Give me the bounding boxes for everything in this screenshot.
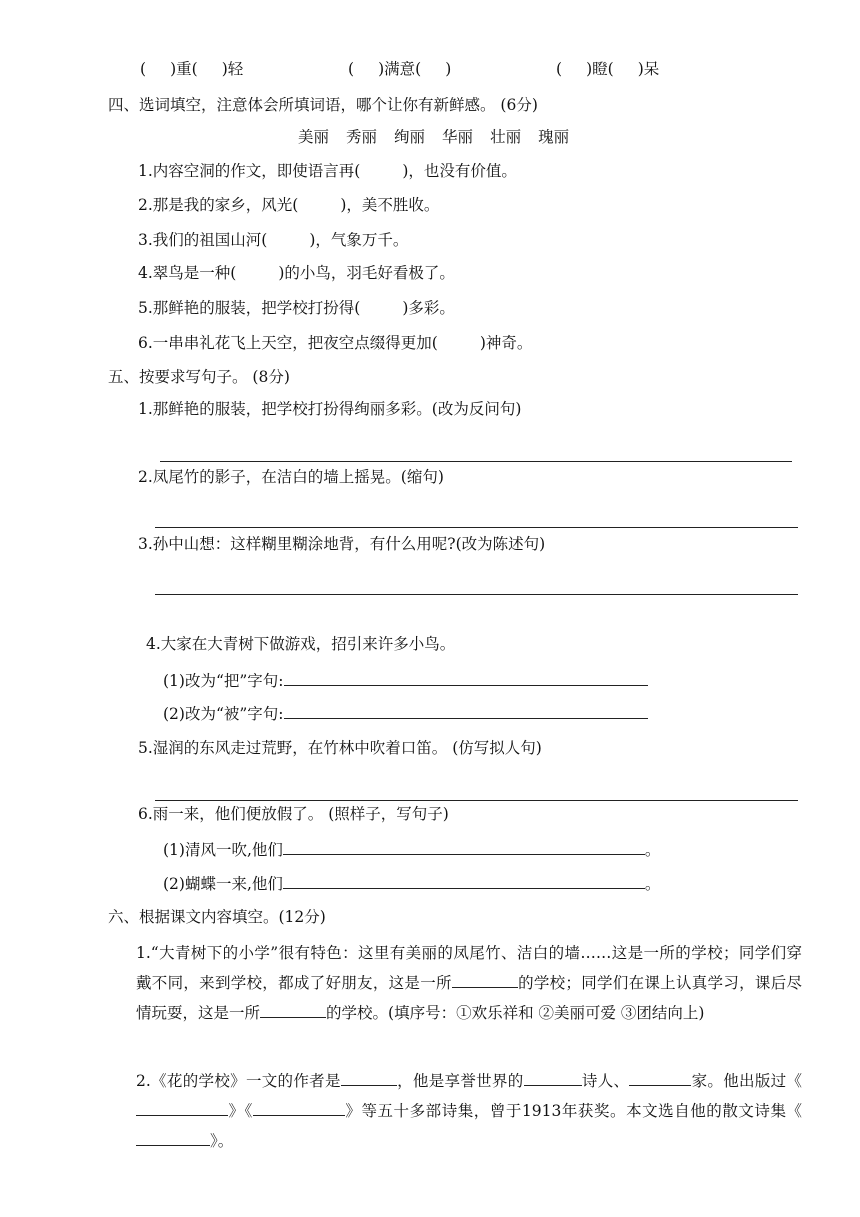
s4-question-5: 5.那鲜艳的服装，把学校打扮得( )多彩。 <box>138 299 455 317</box>
s5-question-4b: (2)改为“被”字句: <box>163 703 648 725</box>
word-bank-item: 瑰丽 <box>538 128 570 146</box>
answer-blank[interactable] <box>284 703 648 719</box>
answer-blank[interactable] <box>283 873 645 889</box>
word-bank-item: 绚丽 <box>394 128 426 146</box>
answer-blank[interactable] <box>524 1070 582 1086</box>
answer-blank[interactable] <box>283 839 645 855</box>
answer-blank[interactable] <box>629 1070 691 1086</box>
answer-blank[interactable] <box>341 1070 397 1086</box>
section5-heading: 五、按要求写句子。 (8分) <box>108 368 290 386</box>
s4-question-4: 4.翠鸟是一种( )的小鸟，羽毛好看极了。 <box>138 264 455 282</box>
s5-question-6b: (2)蝴蝶一来,他们 。 <box>163 875 661 893</box>
s6-paragraph-1: 1.“大青树下的小学”很有特色：这里有美丽的凤尾竹、洁白的墙……这是一所的学校；同学们穿戴不同，来到学校，都成了好朋友，这是一所 的学校；同学们在课上认真学习，课后尽情玩耍，这是一所 的学校。(填序号：①欢乐祥和 ②美丽可爱 ③团结向上) <box>136 944 802 1022</box>
answer-line[interactable] <box>155 594 798 595</box>
word-bank-item: 华丽 <box>442 128 474 146</box>
answer-blank[interactable] <box>136 1130 210 1146</box>
s4-question-2: 2.那是我的家乡，风光( )，美不胜收。 <box>138 196 440 214</box>
s5-question-3: 3.孙中山想：这样糊里糊涂地背，有什么用呢?(改为陈述句) <box>138 535 546 553</box>
s4-question-1: 1.内容空洞的作文，即使语言再( )，也没有价值。 <box>138 162 517 180</box>
answer-blank[interactable] <box>136 1100 228 1116</box>
word-bank-item: 秀丽 <box>346 128 378 146</box>
section3-item-1: ( )重( )轻 <box>140 60 244 78</box>
answer-blank[interactable] <box>284 670 648 686</box>
section3-item-2: ( )满意( ) <box>348 60 452 78</box>
answer-blank[interactable] <box>452 972 518 988</box>
word-bank <box>298 126 586 148</box>
s4-question-3: 3.我们的祖国山河( )，气象万千。 <box>138 231 409 249</box>
s5-question-6a: (1)清风一吹,他们 。 <box>163 841 661 859</box>
s5-question-2: 2.凤尾竹的影子，在洁白的墙上摇晃。(缩句) <box>138 468 444 486</box>
answer-line[interactable] <box>160 461 792 462</box>
section3-item-3: ( )瞪( )呆 <box>556 60 660 78</box>
s4-question-6: 6.一串串礼花飞上天空，把夜空点缀得更加( )神奇。 <box>138 334 533 352</box>
s5-question-5: 5.湿润的东风走过荒野，在竹林中吹着口笛。 (仿写拟人句) <box>138 739 542 757</box>
s6-paragraph-2: 2.《花的学校》一文的作者是 ，他是享誉世界的 诗人、 家。他出版过《》《 》等五十多部诗集，曾于1913年获奖。本文选自他的散文诗集《》。 <box>136 1072 802 1150</box>
answer-line[interactable] <box>155 800 798 801</box>
s5-question-4: 4.大家在大青树下做游戏，招引来许多小鸟。 <box>146 635 456 653</box>
word-bank-item: 壮丽 <box>490 128 522 146</box>
word-bank-item: 美丽 <box>298 128 330 146</box>
answer-blank[interactable] <box>253 1100 345 1116</box>
s5-question-1: 1.那鲜艳的服装，把学校打扮得绚丽多彩。(改为反问句) <box>138 400 522 418</box>
s5-question-6: 6.雨一来，他们便放假了。 (照样子，写句子) <box>138 805 449 823</box>
section4-heading: 四、选词填空，注意体会所填词语，哪个让你有新鲜感。 (6分) <box>108 96 538 114</box>
section6-heading: 六、根据课文内容填空。(12分) <box>108 908 326 926</box>
s5-question-4a: (1)改为“把”字句: <box>163 670 648 692</box>
answer-line[interactable] <box>155 527 798 528</box>
answer-blank[interactable] <box>260 1002 326 1018</box>
